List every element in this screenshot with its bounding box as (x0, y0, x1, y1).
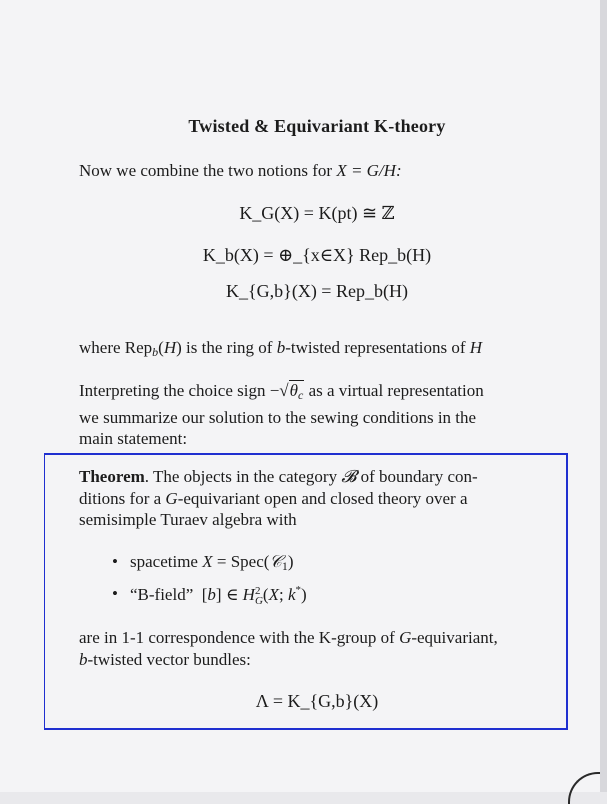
interpret-line-3: main statement: (79, 429, 188, 448)
equation-2-text: K_b(X) = ⊕_{x∈X} Rep_b(H) (202, 245, 432, 265)
bullet-icon: • (112, 552, 118, 571)
theorem-line-1-tail: of boundary con- (360, 467, 478, 486)
intro-formula: X = G/H: (336, 161, 402, 180)
where-text-1: where (79, 338, 121, 357)
equation-2 (0, 245, 607, 266)
interpret-line-1 (79, 380, 554, 407)
page-title (0, 116, 607, 137)
theorem-label: Theorem (79, 467, 145, 486)
closing-line-1-tail: -equivariant, (411, 628, 498, 647)
theorem-line-2: ditions for a G-equivariant open and closed theory over a (79, 488, 468, 508)
equation-3 (0, 281, 607, 302)
final-equation-text: Λ = K_{G,b}(X) (255, 691, 379, 711)
intro-text: Now we combine the two notions for (79, 161, 333, 180)
sqrt-theta-formula: $-√\theta_c$ (269, 381, 304, 402)
closing-paragraph (79, 627, 559, 670)
where-text-2: is the ring of (186, 338, 273, 357)
bullet-2-label: “B-field” (130, 585, 194, 604)
intro-paragraph (79, 160, 554, 182)
bullet-1-text: spacetime (130, 552, 198, 571)
equation-1 (0, 203, 607, 224)
where-text-3: -twisted representations of (285, 338, 466, 357)
closing-line-2: b-twisted vector bundles: (79, 649, 251, 669)
closing-line-1-text: are in 1-1 correspondence with the K-group of (79, 628, 395, 647)
interpret-line-2: we summarize our solution to the sewing conditions in the (79, 407, 477, 427)
theorem-line-2-tail: -equivariant open and closed theory over a (177, 488, 468, 508)
list-item-b-field: • “B-field” [b] ∈ H2 G(X; k*) (112, 584, 307, 607)
interpret-line-1-text: Interpreting the choice sign (79, 381, 266, 400)
interpret-line-1-tail: as a virtual representation (308, 381, 484, 400)
interpret-paragraph (79, 380, 554, 450)
equation-3-text: K_{G,b}(X) = Rep_b(H) (226, 281, 408, 301)
equation-1-text: K_G(X) = K(pt) ≅ ℤ (239, 203, 395, 223)
theorem-line-1 (79, 466, 555, 488)
closing-line-2-text: -twisted vector bundles: (87, 649, 251, 669)
closing-line-1: are in 1-1 correspondence with the K-group of G-equivariant, (79, 628, 498, 647)
list-item-spacetime: • spacetime X = Spec(𝒞$_1$) (112, 552, 294, 573)
theorem-line-2-text: ditions for a (79, 488, 162, 508)
bullet-icon: • (112, 584, 118, 603)
title-text: Twisted & Equivariant K-theory (188, 116, 446, 136)
rep-word: Rep (124, 338, 153, 357)
page-edge (600, 0, 607, 792)
theorem-line-3: semisimple Turaev algebra with (79, 510, 297, 529)
bullet-1-formula: = Spec( (216, 552, 270, 571)
rep-symbol: Rep$_b$(H) (124, 338, 182, 359)
theorem-paragraph (79, 466, 555, 531)
category-symbol: 𝓑 (341, 467, 357, 486)
where-paragraph: where Rep$_b$(H) is the ring of b-twisted representations of H (79, 338, 483, 359)
final-equation (0, 691, 607, 712)
theorem-line-1-text: . The objects in the category (144, 467, 338, 486)
